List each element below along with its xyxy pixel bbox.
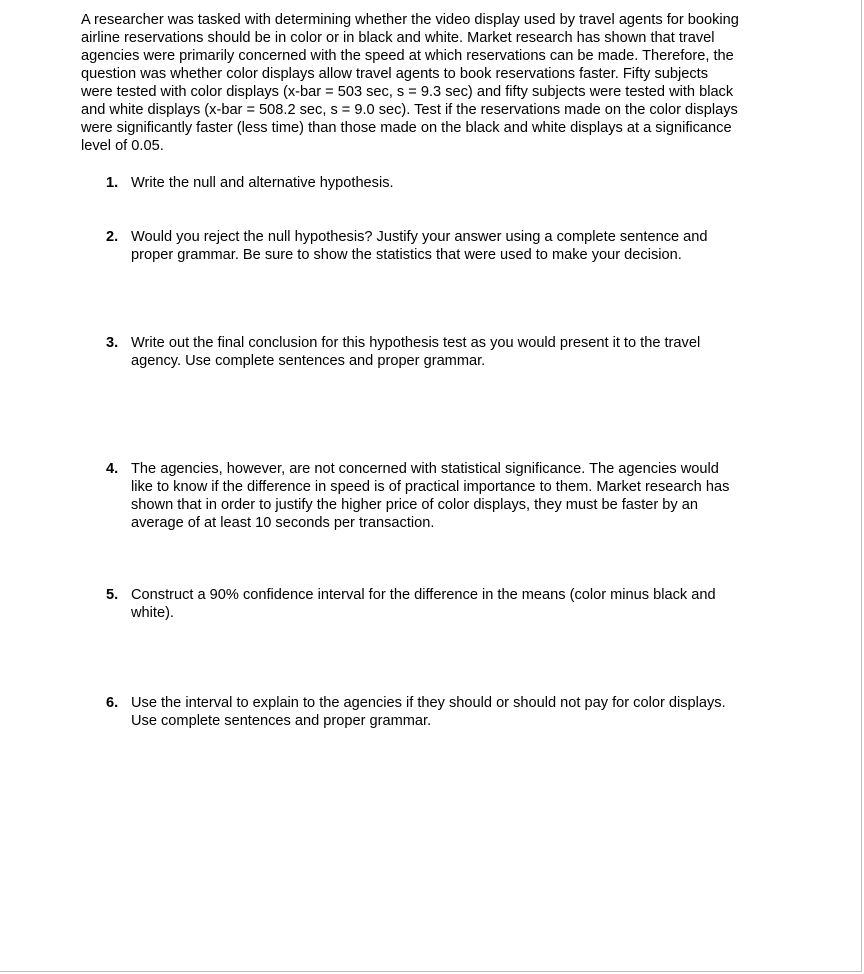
intro-line: question was whether color displays allow travel agents to book reservations faster. Fifty subjects <box>81 66 709 82</box>
question-text <box>131 334 811 370</box>
intro-line: were tested with color displays (x-bar = 503 sec, s = 9.3 sec) and fifty subjects were tested with black <box>81 84 734 100</box>
question-text <box>131 174 811 192</box>
intro-line: were significantly faster (less time) than those made on the black and white displays at a significance <box>81 120 732 136</box>
intro-line: agencies were primarily concerned with the speed at which reservations can be made. Therefore, the <box>81 48 734 64</box>
intro-line: airline reservations should be in color or in black and white. Market research has shown that travel <box>81 30 715 46</box>
question-text <box>131 460 811 532</box>
question-line: Use the interval to explain to the agencies if they should or should not pay for color displays. <box>131 695 726 711</box>
question-line: The agencies, however, are not concerned with statistical significance. The agencies would <box>131 461 719 477</box>
question-number: 4. <box>106 461 119 477</box>
intro-line: A researcher was tasked with determining whether the video display used by travel agents for booking <box>81 12 739 28</box>
question-line: agency. Use complete sentences and proper grammar. <box>131 353 486 369</box>
intro-line: level of 0.05. <box>81 138 164 154</box>
intro-line: and white displays (x-bar = 508.2 sec, s = 9.0 sec). Test if the reservations made on the color displays <box>81 102 738 118</box>
question-text <box>131 694 811 730</box>
question-number: 5. <box>106 587 119 603</box>
question-line: white). <box>131 605 174 621</box>
question-line: Use complete sentences and proper grammar. <box>131 713 432 729</box>
question-line: Would you reject the null hypothesis? Justify your answer using a complete sentence and <box>131 229 708 245</box>
question-line: proper grammar. Be sure to show the statistics that were used to make your decision. <box>131 247 682 263</box>
question-line: Write out the final conclusion for this hypothesis test as you would present it to the travel <box>131 335 701 351</box>
question-number: 2. <box>106 229 119 245</box>
problem-statement <box>81 11 801 155</box>
question-number: 6. <box>106 695 119 711</box>
question-line: like to know if the difference in speed is of practical importance to them. Market research has <box>131 479 730 495</box>
question-line: Write the null and alternative hypothesis. <box>131 175 394 191</box>
question-line: average of at least 10 seconds per transaction. <box>131 515 435 531</box>
question-number: 3. <box>106 335 119 351</box>
question-text <box>131 586 811 622</box>
question-line: Construct a 90% confidence interval for the difference in the means (color minus black and <box>131 587 716 603</box>
question-line: shown that in order to justify the higher price of color displays, they must be faster by an <box>131 497 699 513</box>
question-text <box>131 228 811 264</box>
question-number: 1. <box>106 175 119 191</box>
